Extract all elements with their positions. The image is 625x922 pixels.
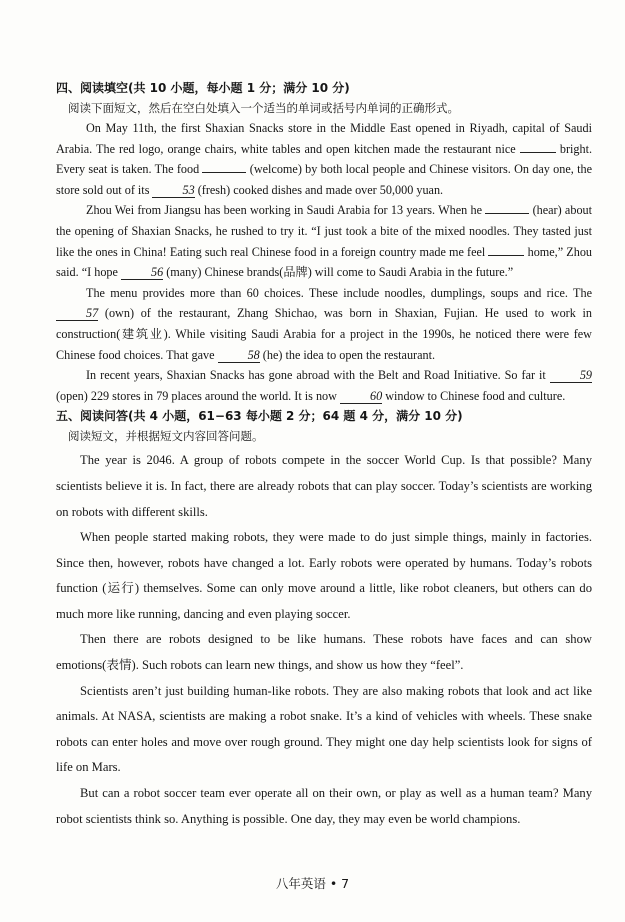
blank-57: 57 — [56, 306, 98, 321]
passage2-paragraph: The year is 2046. A group of robots compete in the soccer World Cup. Is that possible? Many scientists believe it is. In fact, there are already robots that can play soccer. Today’s scientists are working on robots with different skills. — [56, 453, 592, 519]
blank-51 — [520, 152, 556, 153]
blank-53: 53 — [152, 183, 194, 198]
passage2-paragraph: Scientists aren’t just building human-like robots. They are also making robots that look and act like animals. At NASA, scientists are making a robot snake. It’s a kind of vehicles with wheels. These snake robots can enter holes and move over rough ground. They might one day help scientists look for signs of life on Mars. — [56, 683, 592, 775]
section4-heading: 四、阅读填空(共 10 小题，每小题 1 分；满分 10 分) — [56, 81, 350, 95]
blank-60: 60 — [340, 389, 382, 404]
text-segment: (hear) about the opening of Shaxian Snacks, he rushed to try it. “I just took a bite of the mixed noodles. They tasted just like the ones in China! Eating such real Chinese food in a foreign country made me feel — [56, 203, 593, 259]
passage1-paragraph-2 — [56, 200, 592, 282]
page-footer: 八年英语 • 7 — [275, 876, 350, 891]
passage2-paragraph: When people started making robots, they were made to do just simple things, mainly in factories. Since then, however, robots have changed a lot. Early robots were operated by humans. Today’s robots function (运行) themselves. Some can only move around a little, like robot cleaners, but others can do much more like running, dancing and even playing soccer. — [56, 530, 592, 621]
section5-instruction: 阅读短文，并根据短文内容回答问题。 — [68, 429, 264, 444]
section4-instruction: 阅读下面短文，然后在空白处填入一个适当的单词或括号内单词的正确形式。 — [68, 101, 459, 115]
page-content — [56, 78, 592, 832]
text-segment: (open) 229 stores in 79 places around the world. It is now — [56, 388, 337, 403]
blank-54 — [485, 213, 529, 214]
section5-heading: 五、阅读问答(共 4 小题，61−63 每小题 2 分；64 题 4 分，满分 10 分) — [56, 409, 463, 424]
text-segment: window to Chinese food and culture. — [385, 388, 566, 403]
text-segment: bright. Every seat is taken. The food — [56, 141, 593, 177]
passage1-paragraph-4 — [56, 365, 592, 406]
blank-52 — [202, 172, 246, 173]
text-segment: (fresh) cooked dishes and made over 50,000 yuan. — [197, 182, 444, 197]
blank-55 — [488, 255, 524, 256]
text-segment: The menu provides more than 60 choices. These include noodles, dumplings, soups and rice. The — [86, 285, 592, 300]
text-segment: home,” Zhou said. “I hope — [56, 244, 593, 280]
passage2-paragraph: Then there are robots designed to be like humans. These robots have faces and can show emotions(表情). Such robots can learn new things, and show us how they “feel”. — [56, 632, 592, 673]
passage1-paragraph-3 — [56, 283, 592, 365]
text-segment: Zhou Wei from Jiangsu has been working in Saudi Arabia for 13 years. When he — [86, 203, 483, 218]
text-segment: (he) the idea to open the restaurant. — [262, 347, 436, 362]
passage2-paragraph: But can a robot soccer team ever operate all on their own, or play as well as a human team? Many robot scientists think so. Anything is possible. One day, they may even be world champions. — [56, 786, 592, 826]
blank-58: 58 — [218, 348, 260, 363]
blank-56: 56 — [121, 265, 163, 280]
text-segment: (own) of the restaurant, Zhang Shichao, was born in Shaxian, Fujian. He used to work in construction(建筑业). While visiting Saudi Arabia for a project in the 1990s, he noticed there were few Chinese food choices. That gave — [56, 306, 593, 362]
text-segment: (many) Chinese brands(品牌) will come to Saudi Arabia in the future.” — [166, 265, 514, 280]
passage1-paragraph-1 — [56, 118, 592, 200]
text-segment: On May 11th, the first Shaxian Snacks store in the Middle East opened in Riyadh, capital of Saudi Arabia. The red logo, orange chairs, white tables and open kitchen made the restaurant nice — [56, 121, 592, 156]
blank-59: 59 — [550, 368, 592, 383]
text-segment: (welcome) by both local people and Chinese visitors. On day one, the store sold out of its — [56, 162, 592, 197]
text-segment: In recent years, Shaxian Snacks has gone abroad with the Belt and Road Initiative. So far it — [86, 368, 546, 383]
